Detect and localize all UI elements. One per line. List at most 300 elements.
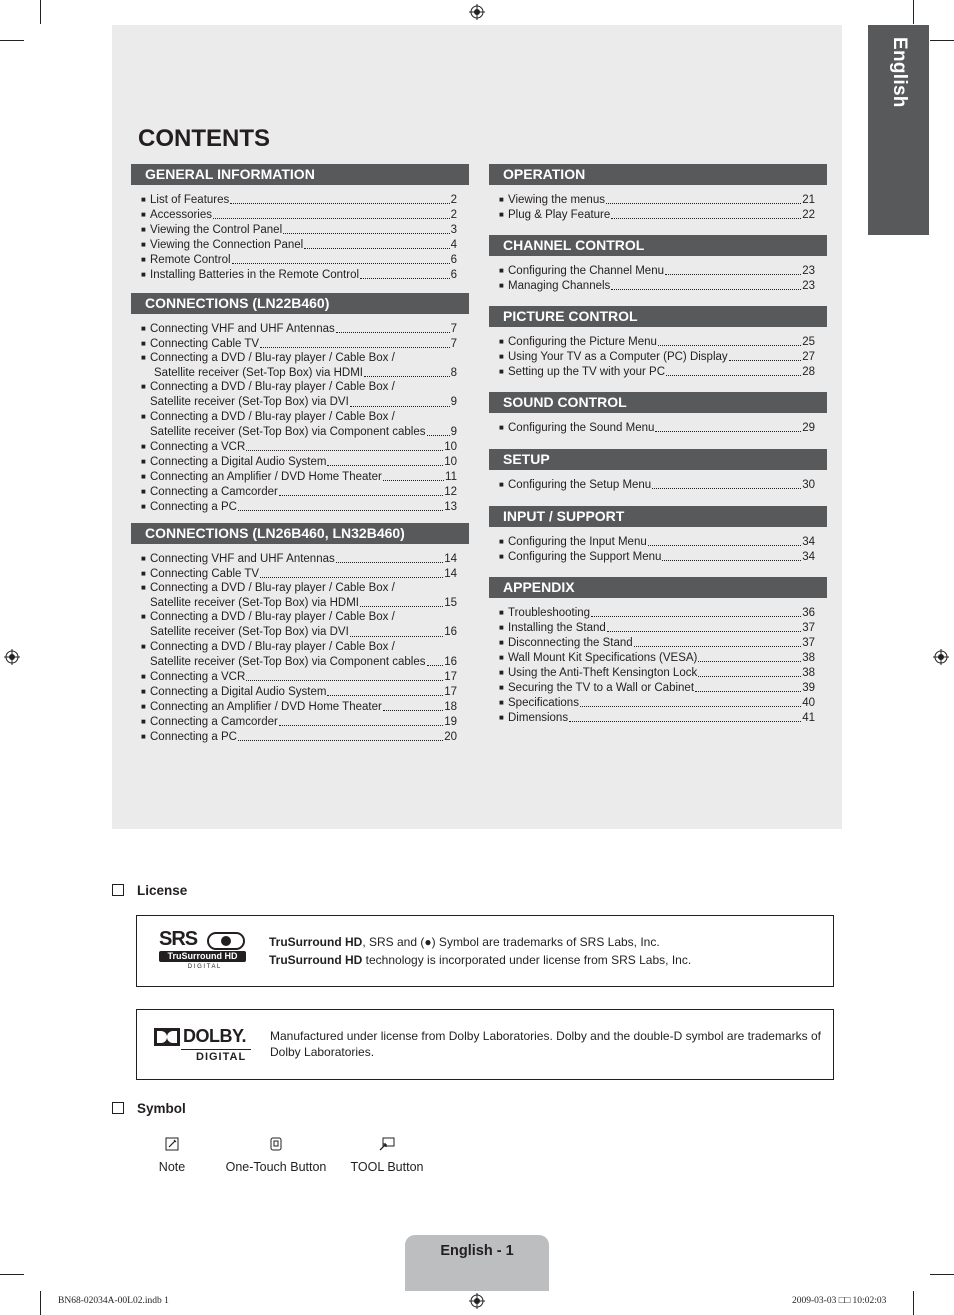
dot-leader bbox=[260, 336, 449, 348]
toc-entry bbox=[141, 499, 457, 514]
dot-leader bbox=[283, 222, 449, 234]
toc-page-number: 2 bbox=[450, 208, 457, 221]
section-heading: CONNECTIONS (LN26B460, LN32B460) bbox=[131, 523, 469, 544]
toc-entry-text: Connecting a DVD / Blu-ray player / Cable Box / bbox=[150, 381, 395, 394]
toc-entry-text: Satellite receiver (Set-Top Box) via Component cables bbox=[150, 425, 426, 438]
bullet-icon: ■ bbox=[141, 486, 146, 496]
toc-page-number: 3 bbox=[450, 223, 457, 236]
srs-license-line-2 bbox=[269, 952, 691, 969]
toc-page-number: 41 bbox=[802, 711, 815, 724]
print-date-info: 2009-03-03 □□ 10:02:03 bbox=[792, 1296, 887, 1306]
toc-page-number: 15 bbox=[444, 597, 457, 609]
toc-page-number: 19 bbox=[444, 715, 457, 728]
bullet-icon: ■ bbox=[499, 667, 504, 677]
dot-leader bbox=[729, 349, 802, 361]
toc-page-number: 20 bbox=[444, 730, 457, 743]
toc-entry-text: Plug & Play Feature bbox=[508, 208, 611, 221]
toc-entry bbox=[141, 439, 457, 454]
toc-page-number: 34 bbox=[802, 535, 815, 548]
toc-page-number: 21 bbox=[802, 193, 815, 206]
toc-entry-list bbox=[489, 263, 827, 293]
symbol-one-touch bbox=[221, 1137, 331, 1174]
toc-entry-text: Connecting a Camcorder bbox=[150, 485, 278, 498]
dolby-license-box bbox=[136, 1009, 834, 1080]
bullet-icon: ■ bbox=[141, 471, 146, 481]
toc-entry bbox=[141, 699, 457, 714]
symbol-heading bbox=[112, 1101, 186, 1116]
section-heading: CHANNEL CONTROL bbox=[489, 235, 827, 256]
toc-page-number: 34 bbox=[802, 550, 815, 563]
bullet-icon: ■ bbox=[141, 731, 146, 741]
dot-leader bbox=[698, 650, 801, 662]
license-heading bbox=[112, 883, 187, 898]
registration-mark-icon bbox=[933, 649, 949, 665]
toc-entry-text: Connecting VHF and UHF Antennas bbox=[150, 552, 335, 565]
toc-entry-text: Configuring the Picture Menu bbox=[508, 335, 657, 348]
toc-page-number: 2 bbox=[450, 193, 457, 206]
bullet-icon: ■ bbox=[141, 224, 146, 234]
toc-entry bbox=[141, 267, 457, 282]
toc-section bbox=[489, 449, 827, 492]
toc-page-number: 39 bbox=[802, 681, 815, 694]
bullet-icon: ■ bbox=[141, 209, 146, 219]
symbol-heading-text: Symbol bbox=[137, 1101, 186, 1116]
toc-section bbox=[489, 506, 827, 564]
srs-bold: TruSurround HD bbox=[269, 953, 363, 967]
toc-entry-text: Connecting Cable TV bbox=[150, 567, 260, 580]
toc-entry bbox=[499, 477, 815, 492]
toc-entry bbox=[499, 364, 815, 379]
toc-entry bbox=[499, 549, 815, 564]
toc-entry bbox=[141, 729, 457, 744]
toc-page-number: 14 bbox=[444, 552, 457, 565]
bullet-icon: ■ bbox=[499, 194, 504, 204]
bullet-icon: ■ bbox=[499, 351, 504, 361]
toc-entry-text: Satellite receiver (Set-Top Box) via Component cables bbox=[150, 655, 426, 668]
dot-leader bbox=[327, 454, 443, 466]
toc-entry bbox=[499, 680, 815, 695]
toc-entry bbox=[141, 669, 457, 684]
toc-entry-text: Specifications bbox=[508, 696, 579, 709]
srs-circle-icon bbox=[207, 932, 245, 950]
toc-entry-text: Connecting a DVD / Blu-ray player / Cable Box / bbox=[150, 410, 395, 423]
section-heading: APPENDIX bbox=[489, 577, 827, 598]
toc-page-number: 4 bbox=[450, 238, 457, 251]
toc-entry-text: Disconnecting the Stand bbox=[508, 636, 633, 649]
toc-page-number: 16 bbox=[444, 655, 457, 668]
bullet-icon: ■ bbox=[141, 701, 146, 711]
toc-entry-text: Dimensions bbox=[508, 711, 569, 724]
license-heading-text: License bbox=[137, 883, 188, 898]
dolby-logo-rule bbox=[181, 1049, 251, 1050]
toc-entry bbox=[499, 620, 815, 635]
dot-leader bbox=[279, 484, 443, 496]
toc-entry bbox=[141, 484, 457, 499]
toc-page-number: 23 bbox=[802, 264, 815, 277]
toc-section bbox=[131, 523, 469, 744]
toc-page-number: 28 bbox=[802, 365, 815, 378]
bullet-icon: ■ bbox=[499, 265, 504, 275]
dot-leader bbox=[327, 684, 443, 696]
toc-page-number: 11 bbox=[445, 470, 457, 483]
toc-entry-text: Installing the Stand bbox=[508, 621, 606, 634]
bullet-icon: ■ bbox=[141, 323, 146, 333]
toc-page-number: 22 bbox=[802, 208, 815, 221]
toc-entry-text: Troubleshooting bbox=[508, 606, 591, 619]
page-number-tab bbox=[405, 1235, 549, 1291]
dot-leader bbox=[648, 534, 801, 546]
bullet-icon: ■ bbox=[499, 712, 504, 722]
toc-entry bbox=[499, 665, 815, 680]
srs-text: technology is incorporated under license from SRS Labs, Inc. bbox=[362, 953, 692, 967]
toc-page-number: 10 bbox=[444, 455, 457, 468]
toc-entry-list bbox=[489, 420, 827, 435]
toc-entry-text: Managing Channels bbox=[508, 279, 611, 292]
toc-entry-list bbox=[489, 192, 827, 222]
toc-entry-text: Connecting a VCR bbox=[150, 440, 246, 453]
bullet-icon: ■ bbox=[141, 353, 146, 362]
bullet-icon: ■ bbox=[499, 336, 504, 346]
toc-entry bbox=[141, 321, 457, 336]
dot-leader bbox=[606, 192, 801, 204]
toc-page-number: 18 bbox=[444, 700, 457, 713]
toc-entry bbox=[499, 278, 815, 293]
dot-leader bbox=[611, 278, 801, 290]
toc-entry-list bbox=[131, 551, 469, 744]
double-d-icon bbox=[154, 1028, 180, 1046]
toc-entry bbox=[141, 380, 457, 394]
section-heading: CONNECTIONS (LN22B460) bbox=[131, 293, 469, 314]
bullet-icon: ■ bbox=[499, 551, 504, 561]
symbol-label: TOOL Button bbox=[350, 1160, 424, 1174]
toc-page-number: 29 bbox=[802, 421, 815, 434]
toc-entry bbox=[141, 566, 457, 581]
dot-leader bbox=[666, 364, 801, 376]
toc-page-number: 37 bbox=[802, 621, 815, 634]
bullet-icon: ■ bbox=[499, 422, 504, 432]
toc-entry-text: Using the Anti-Theft Kensington Lock bbox=[508, 666, 698, 679]
dot-leader bbox=[607, 620, 801, 632]
crop-mark bbox=[0, 40, 24, 41]
toc-page-number: 14 bbox=[444, 567, 457, 580]
toc-entry-text: Connecting Cable TV bbox=[150, 337, 260, 350]
tool-icon bbox=[379, 1137, 395, 1151]
bullet-icon: ■ bbox=[499, 607, 504, 617]
toc-page-number: 40 bbox=[802, 696, 815, 709]
crop-mark bbox=[40, 1291, 41, 1315]
toc-entry-text: Connecting a Camcorder bbox=[150, 715, 278, 728]
crop-mark bbox=[930, 40, 954, 41]
dot-leader bbox=[230, 192, 449, 204]
symbol-label: Note bbox=[158, 1160, 186, 1174]
toc-entry-text: Connecting a DVD / Blu-ray player / Cable Box / bbox=[150, 611, 395, 624]
toc-entry-continuation bbox=[141, 424, 457, 439]
toc-section bbox=[131, 293, 469, 514]
dot-leader bbox=[279, 714, 443, 726]
toc-entry bbox=[141, 684, 457, 699]
toc-entry-text: Using Your TV as a Computer (PC) Display bbox=[508, 350, 728, 363]
bullet-icon: ■ bbox=[141, 338, 146, 348]
bullet-icon: ■ bbox=[499, 479, 504, 489]
toc-section bbox=[489, 306, 827, 379]
dot-leader bbox=[655, 420, 801, 432]
dolby-logo-text: DOLBY. bbox=[183, 1026, 247, 1046]
dot-leader bbox=[260, 566, 443, 578]
toc-page-number: 13 bbox=[444, 500, 457, 513]
srs-badge: TruSurround HD bbox=[159, 951, 246, 962]
toc-section bbox=[489, 235, 827, 293]
section-heading: SETUP bbox=[489, 449, 827, 470]
one-touch-icon bbox=[269, 1137, 283, 1151]
toc-entry bbox=[499, 420, 815, 435]
toc-entry bbox=[499, 207, 815, 222]
toc-entry bbox=[499, 334, 815, 349]
toc-entry bbox=[141, 252, 457, 267]
toc-entry bbox=[141, 581, 457, 595]
toc-entry bbox=[499, 534, 815, 549]
contents-title: CONTENTS bbox=[138, 125, 270, 152]
dot-leader bbox=[634, 635, 802, 647]
language-tab-label: English bbox=[888, 37, 910, 108]
dolby-license-text: Manufactured under license from Dolby Laboratories. Dolby and the double-D symbol are trademarks of Dolby Laboratories. bbox=[270, 1029, 821, 1059]
bullet-icon: ■ bbox=[141, 239, 146, 249]
toc-entry-text: Connecting VHF and UHF Antennas bbox=[150, 322, 335, 335]
dot-leader bbox=[304, 237, 449, 249]
toc-page-number: 38 bbox=[802, 666, 815, 679]
toc-entry-text: Connecting a DVD / Blu-ray player / Cable Box / bbox=[150, 582, 395, 594]
srs-logo bbox=[159, 928, 249, 972]
toc-entry-continuation bbox=[141, 595, 457, 610]
srs-bold: TruSurround HD bbox=[269, 935, 363, 949]
symbol-label: One-Touch Button bbox=[225, 1160, 327, 1174]
toc-entry-text: Configuring the Setup Menu bbox=[508, 478, 652, 491]
bullet-icon: ■ bbox=[141, 382, 146, 392]
registration-mark-icon bbox=[469, 1293, 485, 1309]
bullet-icon: ■ bbox=[141, 501, 146, 511]
crop-mark bbox=[930, 1274, 954, 1275]
bullet-icon: ■ bbox=[141, 568, 146, 578]
note-icon bbox=[165, 1137, 179, 1151]
dot-leader bbox=[580, 695, 801, 707]
page-number: English - 1 bbox=[440, 1243, 514, 1259]
crop-mark bbox=[913, 0, 914, 24]
bullet-icon: ■ bbox=[141, 612, 146, 622]
toc-entry-text: Installing Batteries in the Remote Control bbox=[150, 268, 360, 281]
bullet-icon: ■ bbox=[141, 456, 146, 466]
toc-entry-text: Configuring the Sound Menu bbox=[508, 421, 655, 434]
toc-entry-text: Connecting a PC bbox=[150, 730, 237, 743]
toc-entry-text: List of Features bbox=[150, 193, 230, 206]
toc-page-number: 16 bbox=[444, 626, 457, 639]
dot-leader bbox=[658, 334, 801, 346]
toc-page-number: 6 bbox=[450, 253, 457, 266]
toc-entry-text: Connecting a Digital Audio System bbox=[150, 685, 327, 698]
toc-entry bbox=[499, 605, 815, 620]
toc-entry-text: Connecting a VCR bbox=[150, 670, 246, 683]
toc-entry bbox=[141, 610, 457, 624]
dot-leader bbox=[662, 549, 801, 561]
crop-mark bbox=[40, 0, 41, 24]
srs-logo-text: SRS bbox=[159, 928, 198, 950]
crop-mark bbox=[0, 1274, 24, 1275]
dot-leader bbox=[246, 439, 443, 451]
section-heading: SOUND CONTROL bbox=[489, 392, 827, 413]
toc-entry bbox=[499, 192, 815, 207]
toc-entry bbox=[141, 237, 457, 252]
srs-digital-text: D I G I T A L bbox=[187, 964, 221, 970]
symbol-tool bbox=[342, 1137, 432, 1174]
toc-entry-continuation bbox=[141, 395, 457, 410]
toc-entry-text: Accessories bbox=[150, 208, 212, 221]
bullet-icon: ■ bbox=[141, 583, 146, 592]
toc-entry-continuation bbox=[141, 365, 457, 380]
toc-page-number: 38 bbox=[802, 651, 815, 664]
registration-mark-icon bbox=[469, 4, 485, 20]
language-tab bbox=[868, 25, 929, 235]
dot-leader bbox=[213, 207, 450, 219]
toc-page-number: 6 bbox=[450, 268, 457, 281]
toc-page-number: 25 bbox=[802, 335, 815, 348]
dot-leader bbox=[383, 699, 443, 711]
dot-leader bbox=[350, 395, 450, 407]
dot-leader bbox=[364, 365, 450, 377]
bullet-icon: ■ bbox=[499, 652, 504, 662]
toc-entry-list bbox=[131, 321, 469, 514]
print-file-info: BN68-02034A-00L02.indb 1 bbox=[58, 1296, 169, 1306]
bullet-icon: ■ bbox=[141, 411, 146, 421]
section-heading: INPUT / SUPPORT bbox=[489, 506, 827, 527]
bullet-icon: ■ bbox=[499, 536, 504, 546]
toc-entry bbox=[141, 351, 457, 365]
bullet-icon: ■ bbox=[499, 682, 504, 692]
toc-entry bbox=[141, 207, 457, 222]
toc-entry-text: Securing the TV to a Wall or Cabinet bbox=[508, 681, 695, 694]
bullet-icon: ■ bbox=[499, 209, 504, 219]
symbol-note bbox=[142, 1137, 202, 1174]
dot-leader bbox=[336, 551, 443, 563]
toc-entry bbox=[499, 695, 815, 710]
checkbox-icon bbox=[112, 1102, 124, 1114]
dot-leader bbox=[246, 669, 443, 681]
dot-leader bbox=[611, 207, 801, 219]
bullet-icon: ■ bbox=[141, 441, 146, 451]
toc-entry bbox=[141, 410, 457, 424]
dot-leader bbox=[591, 605, 801, 617]
srs-text: , SRS and (●) Symbol are trademarks of SRS Labs, Inc. bbox=[362, 935, 660, 949]
checkbox-icon bbox=[112, 884, 124, 896]
toc-entry bbox=[499, 263, 815, 278]
toc-page-number: 12 bbox=[444, 485, 457, 498]
toc-page-number: 17 bbox=[444, 670, 457, 683]
toc-entry bbox=[499, 710, 815, 725]
toc-entry-text: Connecting a PC bbox=[150, 500, 237, 513]
dolby-digital-text: DIGITAL bbox=[196, 1051, 247, 1063]
bullet-icon: ■ bbox=[499, 697, 504, 707]
dolby-logo bbox=[154, 1027, 254, 1065]
toc-entry bbox=[141, 551, 457, 566]
bullet-icon: ■ bbox=[141, 641, 146, 651]
bullet-icon: ■ bbox=[141, 671, 146, 681]
dot-leader bbox=[383, 469, 444, 481]
toc-entry bbox=[141, 469, 457, 484]
dot-leader bbox=[232, 252, 450, 264]
toc-entry bbox=[141, 640, 457, 654]
toc-entry-text: Viewing the Control Panel bbox=[150, 223, 283, 236]
section-heading: PICTURE CONTROL bbox=[489, 306, 827, 327]
toc-entry bbox=[141, 336, 457, 351]
toc-entry-text: Connecting a DVD / Blu-ray player / Cable Box / bbox=[150, 352, 395, 364]
toc-entry-text: Configuring the Channel Menu bbox=[508, 264, 664, 277]
dot-leader bbox=[652, 477, 801, 489]
dot-leader bbox=[427, 654, 444, 666]
toc-entry-text: Satellite receiver (Set-Top Box) via DVI bbox=[150, 626, 349, 639]
toc-page-number: 30 bbox=[802, 478, 815, 491]
toc-entry-text: Satellite receiver (Set-Top Box) via DVI bbox=[150, 396, 349, 409]
bullet-icon: ■ bbox=[141, 716, 146, 726]
bullet-icon: ■ bbox=[499, 622, 504, 632]
dot-leader bbox=[665, 263, 801, 275]
srs-license-box bbox=[136, 915, 834, 987]
section-heading: OPERATION bbox=[489, 164, 827, 185]
toc-entry-text: Connecting a Digital Audio System bbox=[150, 455, 327, 468]
toc-page-number: 9 bbox=[450, 425, 457, 438]
toc-page-number: 17 bbox=[444, 685, 457, 698]
toc-entry-list bbox=[131, 192, 469, 282]
toc-page-number: 8 bbox=[450, 367, 457, 379]
toc-page-number: 10 bbox=[444, 440, 457, 453]
bullet-icon: ■ bbox=[499, 366, 504, 376]
toc-page-number: 36 bbox=[802, 606, 815, 619]
toc-page-number: 7 bbox=[450, 337, 457, 350]
dot-leader bbox=[238, 729, 443, 741]
srs-license-line-1 bbox=[269, 934, 660, 951]
toc-entry-text: Configuring the Support Menu bbox=[508, 550, 662, 563]
toc-entry-text: Connecting an Amplifier / DVD Home Theater bbox=[150, 470, 382, 483]
toc-page-number: 37 bbox=[802, 636, 815, 649]
toc-entry-list bbox=[489, 605, 827, 725]
toc-page-number: 9 bbox=[450, 396, 457, 409]
toc-entry bbox=[499, 635, 815, 650]
toc-section bbox=[489, 577, 827, 725]
toc-entry-text: Setting up the TV with your PC bbox=[508, 365, 666, 378]
toc-page-number: 23 bbox=[802, 279, 815, 292]
toc-section bbox=[489, 164, 827, 222]
toc-entry bbox=[141, 714, 457, 729]
toc-entry-text: Connecting a DVD / Blu-ray player / Cable Box / bbox=[150, 640, 395, 653]
toc-entry-text: Wall Mount Kit Specifications (VESA) bbox=[508, 651, 698, 664]
toc-entry bbox=[499, 650, 815, 665]
bullet-icon: ■ bbox=[141, 194, 146, 204]
toc-entry-text: Viewing the Connection Panel bbox=[150, 238, 304, 251]
toc-entry bbox=[499, 349, 815, 364]
toc-entry-list bbox=[489, 534, 827, 564]
bullet-icon: ■ bbox=[141, 254, 146, 264]
toc-page-number: 7 bbox=[450, 322, 457, 335]
toc-entry-list bbox=[489, 334, 827, 379]
toc-entry bbox=[141, 454, 457, 469]
dot-leader bbox=[350, 625, 443, 637]
bullet-icon: ■ bbox=[499, 280, 504, 290]
toc-entry-continuation bbox=[141, 654, 457, 669]
toc-page-number: 27 bbox=[802, 350, 815, 363]
dot-leader bbox=[698, 665, 801, 677]
dot-leader bbox=[427, 424, 450, 436]
dot-leader bbox=[360, 267, 450, 279]
section-heading: GENERAL INFORMATION bbox=[131, 164, 469, 185]
bullet-icon: ■ bbox=[141, 553, 146, 563]
dot-leader bbox=[238, 499, 443, 511]
toc-entry-list bbox=[489, 477, 827, 492]
